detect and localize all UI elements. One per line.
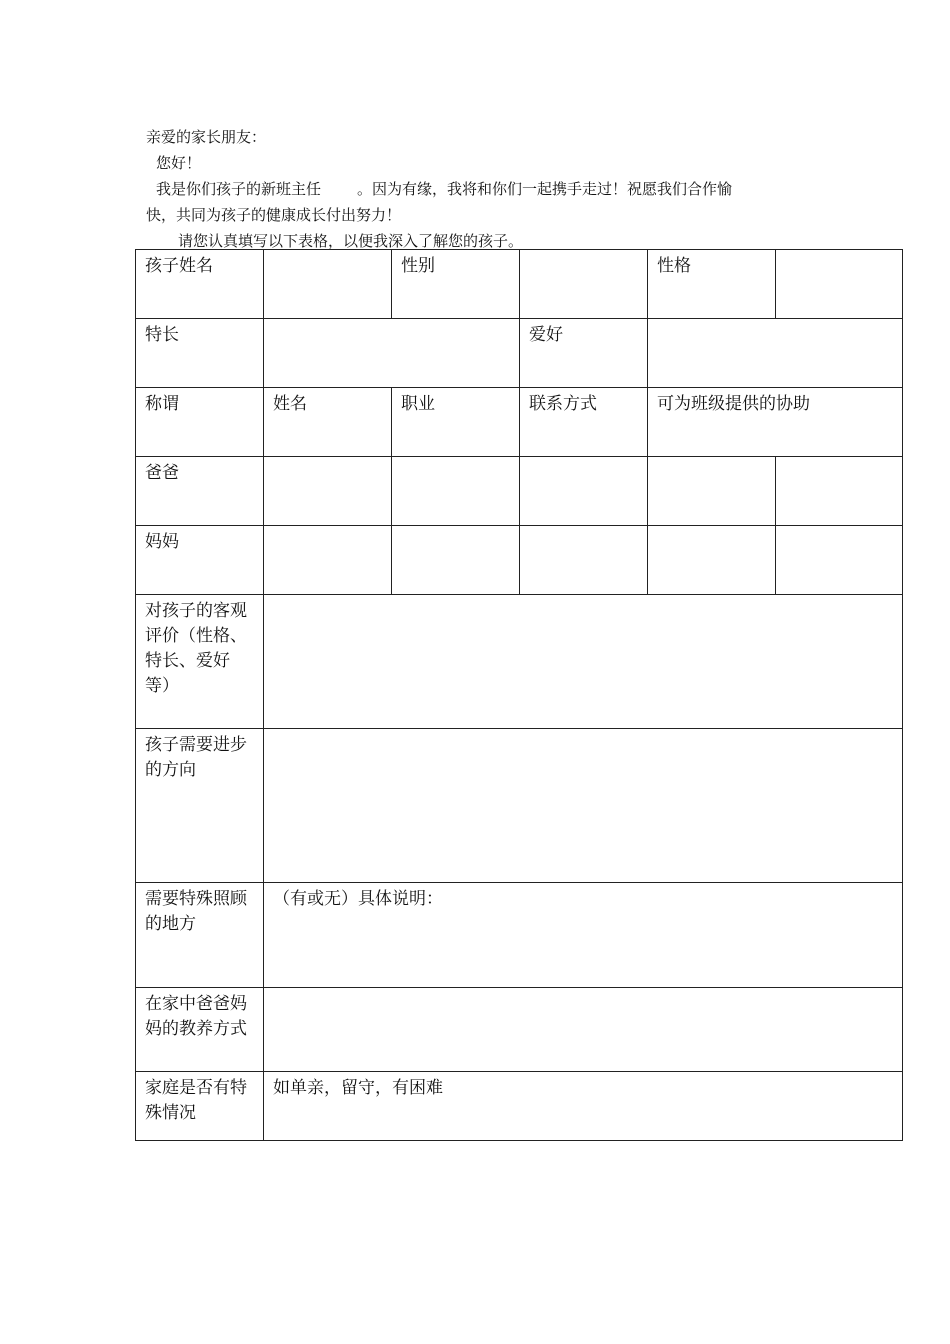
mother-assistance-field[interactable]: [648, 526, 776, 595]
personality-field[interactable]: [776, 250, 903, 319]
table-row: [136, 526, 903, 595]
occupation-header: 职业: [392, 388, 520, 457]
improvement-field[interactable]: [264, 729, 903, 883]
greeting: 您好！: [156, 154, 202, 172]
table-row: [136, 1072, 903, 1141]
special-care-field[interactable]: （有或无）具体说明：: [264, 883, 903, 988]
table-row: [136, 457, 903, 526]
evaluation-field[interactable]: [264, 595, 903, 729]
father-assistance-field[interactable]: [648, 457, 776, 526]
specialty-label: 特长: [136, 319, 264, 388]
parenting-label: 在家中爸爸妈妈的教养方式: [136, 988, 264, 1072]
table-row: [136, 729, 903, 883]
family-situation-field[interactable]: 如单亲，留守，有困难: [264, 1072, 903, 1141]
gender-label: 性别: [392, 250, 520, 319]
assistance-header: 可为班级提供的协助: [648, 388, 903, 457]
table-row: [136, 250, 903, 319]
hobby-field[interactable]: [648, 319, 903, 388]
table-row: [136, 595, 903, 729]
table-row: [136, 388, 903, 457]
special-care-label: 需要特殊照顾的地方: [136, 883, 264, 988]
child-name-field[interactable]: [264, 250, 392, 319]
specialty-field[interactable]: [264, 319, 520, 388]
father-assistance-field-2[interactable]: [776, 457, 903, 526]
improvement-label: 孩子需要进步的方向: [136, 729, 264, 883]
mother-assistance-field-2[interactable]: [776, 526, 903, 595]
mother-name-field[interactable]: [264, 526, 392, 595]
personality-label: 性格: [648, 250, 776, 319]
letter-line1-start: 我是你们孩子的新班主任: [156, 180, 322, 198]
family-situation-label: 家庭是否有特殊情况: [136, 1072, 264, 1141]
father-label: 爸爸: [136, 457, 264, 526]
table-row: [136, 883, 903, 988]
name-header: 姓名: [264, 388, 392, 457]
mother-label: 妈妈: [136, 526, 264, 595]
gender-field[interactable]: [520, 250, 648, 319]
mother-occupation-field[interactable]: [392, 526, 520, 595]
letter-line2: 快，共同为孩子的健康成长付出努力！: [146, 206, 402, 224]
mother-contact-field[interactable]: [520, 526, 648, 595]
father-contact-field[interactable]: [520, 457, 648, 526]
info-form-table: [135, 249, 903, 1141]
father-name-field[interactable]: [264, 457, 392, 526]
parenting-field[interactable]: [264, 988, 903, 1072]
evaluation-label: 对孩子的客观评价（性格、特长、爱好等）: [136, 595, 264, 729]
letter-line1-end: 。因为有缘，我将和你们一起携手走过！祝愿我们合作愉: [357, 180, 733, 198]
father-occupation-field[interactable]: [392, 457, 520, 526]
letter-intro: [146, 124, 826, 254]
relation-header: 称谓: [136, 388, 264, 457]
salutation: 亲爱的家长朋友：: [146, 128, 267, 146]
child-name-label: 孩子姓名: [136, 250, 264, 319]
table-row: [136, 988, 903, 1072]
letter-body: [146, 176, 826, 202]
contact-header: 联系方式: [520, 388, 648, 457]
hobby-label: 爱好: [520, 319, 648, 388]
table-row: [136, 319, 903, 388]
instruction: 请您认真填写以下表格，以便我深入了解您的孩子。: [178, 232, 524, 250]
